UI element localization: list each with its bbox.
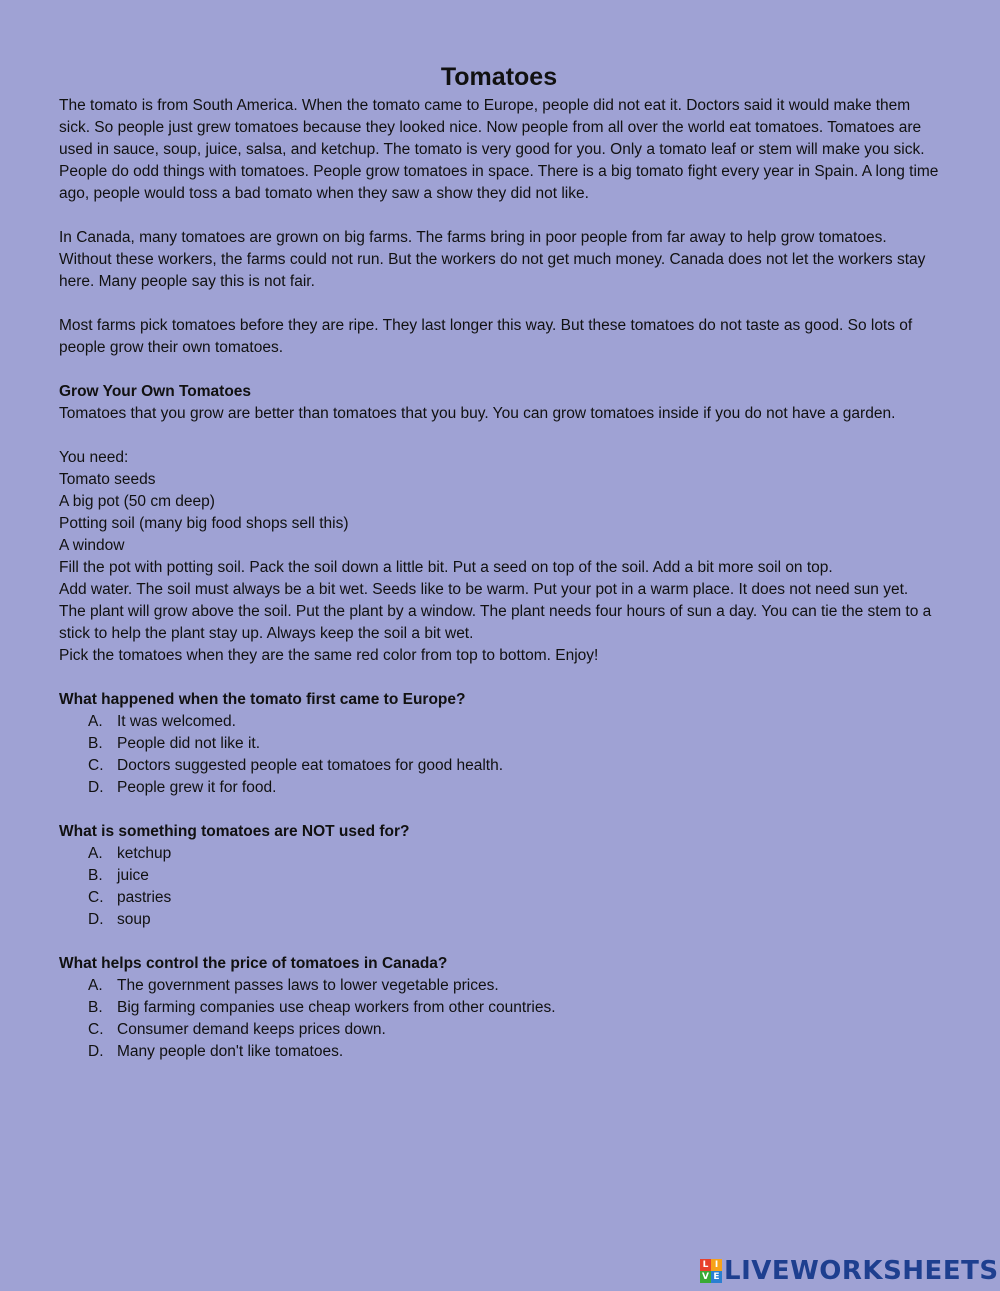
option-letter: B. — [88, 867, 103, 884]
option-letter: B. — [88, 999, 103, 1016]
answer-option[interactable] — [88, 865, 939, 887]
answer-option[interactable] — [88, 997, 939, 1019]
answer-options — [59, 843, 939, 931]
option-letter: D. — [88, 1043, 104, 1060]
option-text: It was welcomed. — [117, 713, 236, 730]
option-text: Consumer demand keeps prices down. — [117, 1021, 386, 1038]
answer-option[interactable] — [88, 975, 939, 997]
option-letter: D. — [88, 911, 104, 928]
option-text: People grew it for food. — [117, 779, 277, 796]
question-text: What helps control the price of tomatoes in Canada? — [59, 955, 448, 972]
answer-option[interactable] — [88, 711, 939, 733]
badge-letter: V — [700, 1271, 711, 1283]
badge-letter: L — [700, 1259, 711, 1271]
grow-intro: Tomatoes that you grow are better than tomatoes that you buy. You can grow tomatoes inside if you do not have a garden. — [59, 405, 896, 422]
answer-option[interactable] — [88, 755, 939, 777]
answer-option[interactable] — [88, 733, 939, 755]
answer-options — [59, 711, 939, 799]
option-text: Doctors suggested people eat tomatoes for good health. — [117, 757, 504, 774]
intro-paragraph: The tomato is from South America. When the tomato came to Europe, people did not eat it. Doctors said it would make them sick. So people just grew tomatoes because they looked nice. Now people from all over the world eat tomatoes. Tomatoes are used in sauce, soup, juice, salsa, and ketchup. The tomato is very good for you. Only a tomato leaf or stem will make you sick. People do odd things with tomatoes. People grow tomatoes in space. There is a big tomato fight every year in Spain. A long time ago, people would toss a bad tomato when they saw a show they did not like. — [59, 97, 939, 202]
badge-letter: I — [711, 1259, 722, 1271]
option-text: juice — [117, 867, 149, 884]
step-text: The plant will grow above the soil. Put the plant by a window. The plant needs four hours of sun a day. You can tie the stem to a stick to help the plant stay up. Always keep the soil a bit wet. — [59, 603, 932, 642]
option-text: People did not like it. — [117, 735, 261, 752]
option-text: ketchup — [117, 845, 172, 862]
need-item: A big pot (50 cm deep) — [59, 493, 215, 510]
option-text: The government passes laws to lower vegetable prices. — [117, 977, 499, 994]
option-letter: D. — [88, 779, 104, 796]
grow-heading: Grow Your Own Tomatoes — [59, 383, 252, 400]
answer-option[interactable] — [88, 909, 939, 931]
option-letter: B. — [88, 735, 103, 752]
option-letter: A. — [88, 977, 103, 994]
answer-option[interactable] — [88, 1019, 939, 1041]
need-item: A window — [59, 537, 125, 554]
option-text: pastries — [117, 889, 172, 906]
step-text: Fill the pot with potting soil. Pack the soil down a little bit. Put a seed on top of the soil. Add a bit more soil on top. — [59, 559, 833, 576]
question-text: What happened when the tomato first came to Europe? — [59, 691, 466, 708]
page-title: Tomatoes — [440, 63, 558, 91]
option-text: soup — [117, 911, 151, 928]
answer-option[interactable] — [88, 887, 939, 909]
need-item: Potting soil (many big food shops sell this) — [59, 515, 349, 532]
option-text: Many people don't like tomatoes. — [117, 1043, 344, 1060]
live-badge-icon — [700, 1259, 722, 1283]
answer-options — [59, 975, 939, 1063]
step-text: Pick the tomatoes when they are the same red color from top to bottom. Enjoy! — [59, 647, 599, 664]
option-letter: C. — [88, 757, 104, 774]
step-text: Add water. The soil must always be a bit wet. Seeds like to be warm. Put your pot in a warm place. It does not need sun yet. — [59, 581, 909, 598]
answer-option[interactable] — [88, 843, 939, 865]
question-text: What is something tomatoes are NOT used for? — [59, 823, 410, 840]
option-letter: A. — [88, 845, 103, 862]
option-letter: A. — [88, 713, 103, 730]
answer-option[interactable] — [88, 777, 939, 799]
option-text: Big farming companies use cheap workers from other countries. — [117, 999, 556, 1016]
need-label: You need: — [59, 449, 129, 466]
need-item: Tomato seeds — [59, 471, 156, 488]
logo-text: LIVEWORKSHEETS — [724, 1256, 999, 1286]
worksheet — [59, 60, 939, 1063]
canada-paragraph: In Canada, many tomatoes are grown on big farms. The farms bring in poor people from far away to help grow tomatoes. Without these workers, the farms could not run. But the workers do not get much money. Canada does not let the workers stay here. Many people say this is not fair. — [59, 229, 926, 290]
badge-letter: E — [711, 1271, 722, 1283]
answer-option[interactable] — [88, 1041, 939, 1063]
liveworksheets-logo[interactable] — [700, 1256, 999, 1286]
option-letter: C. — [88, 1021, 104, 1038]
option-letter: C. — [88, 889, 104, 906]
ripe-paragraph: Most farms pick tomatoes before they are ripe. They last longer this way. But these tomatoes do not taste as good. So lots of people grow their own tomatoes. — [59, 317, 913, 356]
